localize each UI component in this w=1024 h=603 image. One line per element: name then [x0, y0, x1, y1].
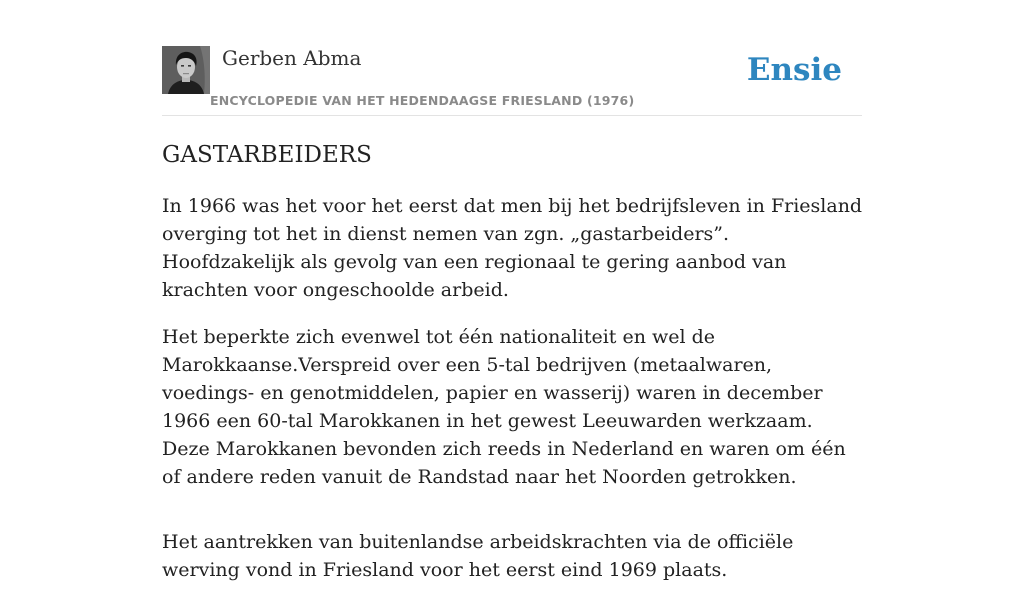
- paragraph-2: Het beperkte zich evenwel tot één nationaliteit en wel de Marokkaanse.Verspreid over een 5-tal bedrijven (metaalwaren, voedings- en genotmiddelen, papier en wasserij) waren in december 1966 een 60-tal Marokkanen in het gewest Leeuwarden werkzaam. Deze Marokkanen bevonden zich reeds in Nederland en waren om één of andere reden vanuit de Randstad naar het Noorden getrokken.: [162, 326, 846, 488]
- page-title: GASTARBEIDERS: [162, 142, 372, 168]
- article-header: [162, 46, 862, 116]
- paragraph-3: Het aantrekken van buitenlandse arbeidskrachten via de officiële werving vond in Friesland voor het eerst eind 1969 plaats.: [162, 531, 794, 581]
- paragraph-1: In 1966 was het voor het eerst dat men bij het bedrijfsleven in Friesland overging tot het in dienst nemen van zgn. „gastarbeiders”. Hoofdzakelijk als gevolg van een regionaal te gering aanbod van krachten voor ongeschoolde arbeid.: [162, 195, 863, 301]
- source-title[interactable]: ENCYCLOPEDIE VAN HET HEDENDAAGSE FRIESLAND (1976): [210, 93, 635, 108]
- author-portrait-image: [162, 46, 210, 94]
- ensie-logo[interactable]: Ensie: [746, 52, 842, 88]
- article-body: [162, 192, 864, 603]
- author-name[interactable]: Gerben Abma: [222, 46, 362, 70]
- author-avatar[interactable]: [162, 46, 210, 94]
